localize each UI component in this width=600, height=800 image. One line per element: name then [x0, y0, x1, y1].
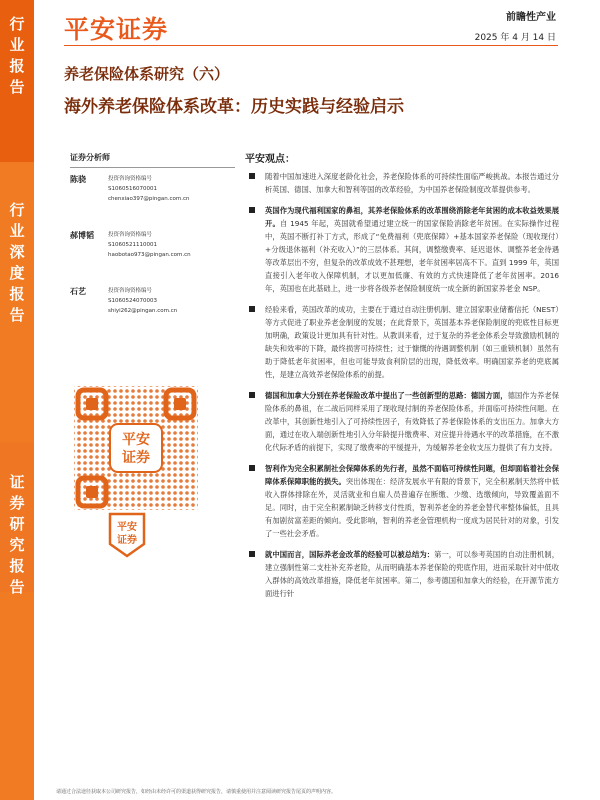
bullet-square-icon: [249, 392, 255, 398]
summary-bullet: 英国作为现代福利国家的鼻祖，其养老保险体系的改革围绕消除老年贫困的成本收益效果展开。自 1945 年起，英国就希望通过建立统一的国家保险消除老年贫困。在实际操作过程中，英国不断打补丁方式，形成了“免费福利（兜底保障）+基本国家养老保险（现收现付）+分级退休福利（补充收入）”的三层体系。其间，调整缴费率、延迟退休、调整养老金待遇等改革层出不穷，但复杂的改革成效不甚理想，老年贫困率居高不下。直到 1999 年，英国直接引入老年收入保障机制，才以更加低廉、有效的方式快速降低了老年贫困率。2016 年，英国也在此基础上，进一步将各级养老保险制度统一成全新的新国家养老金 NSP。: [245, 204, 559, 295]
summary-content: [245, 170, 559, 608]
brand-badge-icon: [104, 510, 150, 560]
analyst-entry: [70, 286, 235, 342]
bullet-square-icon: [249, 306, 255, 312]
analyst-email[interactable]: shiyi262@pingan.com.cn: [108, 308, 178, 314]
summary-bullet: 随着中国加速进入深度老龄化社会，养老保险体系的可持续性面临严峻挑战。本报告通过分析英国、德国、加拿大和智利等国的改革经验，为中国养老保险制度改革提供参考。: [245, 170, 559, 196]
page-title: 海外养老保险体系改革：历史实践与经验启示: [64, 97, 404, 117]
analyst-panel: [70, 152, 235, 342]
analyst-info: 投资咨询资格编号 S1060521110001 haobotao973@pingan.com.cn: [108, 232, 191, 258]
qr-logo-text: 证券: [122, 450, 150, 466]
summary-bullet: 德国和加拿大分别在养老保险改革中提出了一些创新型的思路：德国方面，德国作为养老保险体系的鼻祖，在二战后同样采用了现收现付制的养老保险体系，并面临可持续性问题。在改革中，其创新性地引入了可持续性因子，有效降低了养老保险体系的支出压力。加拿大方面，通过在收入端创新性地引入分年龄提升缴费率、对应提升待遇水平的改革措施，在不激化代际矛盾的前提下，实现了缴费率的平缓提升，为缓解养老金收支压力提供了有力支持。: [245, 389, 559, 454]
sidebar-block-depth-report: 行 业 深 度 报 告: [9, 201, 25, 324]
sidebar-block-research-report: 证 券 研 究 报 告: [0, 442, 34, 592]
analyst-entry: [70, 174, 235, 230]
footer-disclaimer: 请通过合法途径获取本公司研究报告，如经由未经许可的渠道获得研究报告，请慎重使用并注意阅读研究报告尾页的声明内容。: [56, 789, 337, 795]
analyst-heading: 证券分析师: [70, 152, 235, 168]
analyst-name: 石艺: [70, 287, 86, 296]
badge-text: 证券: [117, 535, 137, 546]
analyst-entry: [70, 230, 235, 286]
report-date: 2025 年 4 月 14 日: [474, 33, 556, 43]
bullet-square-icon: [249, 207, 255, 213]
header-divider: [64, 45, 558, 46]
company-logo: 平安证券: [64, 15, 169, 44]
analyst-email[interactable]: haobotao973@pingan.com.cn: [108, 252, 191, 258]
analyst-info: 投资咨询资格编号 S1060524070003 shiyi262@pingan.com.cn: [108, 288, 178, 314]
bullet-square-icon: [249, 173, 255, 179]
badge-text: 平安: [117, 522, 137, 533]
summary-bullet: 智利作为完全积累制社会保障体系的先行者，虽然不面临可持续性问题，但却面临着社会保障体系保障职能的损失。突出体现在：经济发展水平有限的背景下，完全积累制天然将中低收入群体排除在外，灵活就业和自雇人员普遍存在断缴、少缴、选缴倾向，导致覆盖面不足。同时，由于完全积累制缺乏转移支付性质，智利养老金的养老金替代率整体偏低，且具有加剧贫富差距的倾向。受此影响，智利的养老金管理机构一度成为居民针对的对象，引发了一些社会矛盾。: [245, 462, 559, 540]
qr-logo-text: 平安: [122, 432, 150, 448]
analyst-info: 投资咨询资格编号 S1060516070001 chenxiao397@pingan.com.cn: [108, 176, 190, 202]
section-heading: 平安观点：: [245, 154, 295, 165]
analyst-email[interactable]: chenxiao397@pingan.com.cn: [108, 196, 190, 202]
summary-bullet: 就中国而言，国际养老金改革的经验可以被总结为：第一，可以参考英国的自动注册机制，建立强制性第二支柱补充养老险，从而明确基本养老保险的兜底作用，进而采取针对中低收入群体的高效改革措施，降低老年贫困率。第二，参考德国和加拿大的经验，在开源节流方面进行针: [245, 548, 559, 600]
report-category: 前瞻性产业: [506, 12, 556, 23]
left-sidebar: [0, 0, 34, 800]
bullet-square-icon: [249, 551, 255, 557]
bullet-square-icon: [249, 465, 255, 471]
series-title: 养老保险体系研究（六）: [64, 65, 230, 83]
analyst-name: 郝博韬: [70, 231, 94, 240]
qr-code-icon: [70, 382, 202, 514]
analyst-name: 陈骁: [70, 175, 86, 184]
summary-bullet: 经验来看，英国改革的成功，主要在于通过自动注册机制、建立国家职业储蓄信托（NEST）等方式促进了职业养老金制度的发展；在此背景下，英国基本养老保险制度的兜底性目标更加明确，政策设计更加具有针对性。从教训来看，过于复杂的养老金体系会导致激励机制的缺失和效率的下降，最终损害可持续性；过于慷慨的待遇调整机制（如三重锁机制）虽然有助于降低老年贫困率，但也可能导致食利阶层的出现，降低效率。明确国家养老的兜底属性，是建立高效养老保险体系的前提。: [245, 303, 559, 381]
sidebar-block-report-type: 行 业 报 告: [0, 0, 34, 162]
